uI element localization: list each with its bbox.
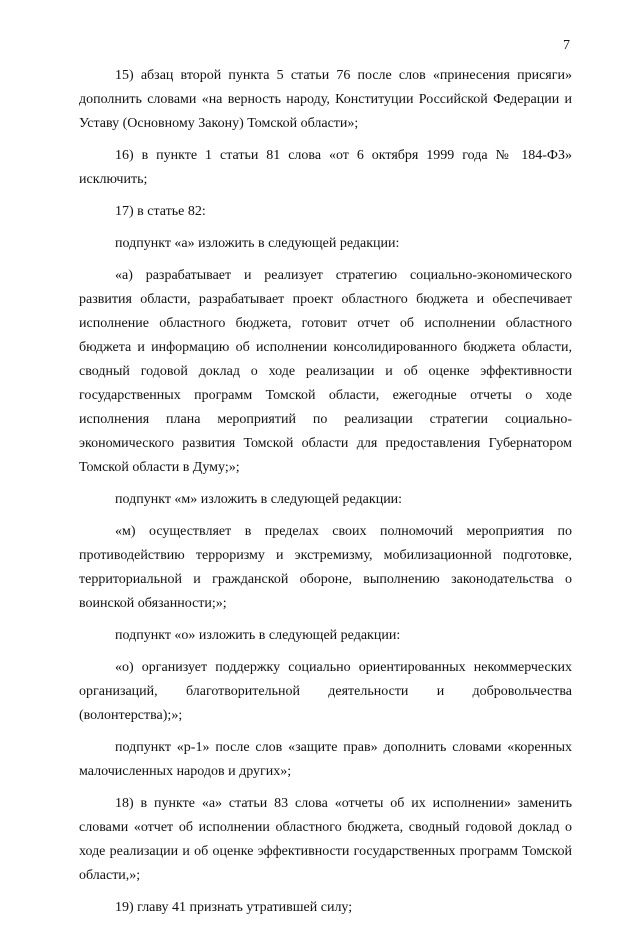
page-number: 7 <box>563 38 570 53</box>
document-body <box>79 64 572 928</box>
paragraph-item-16: 16) в пункте 1 статьи 81 слова «от 6 октября 1999 года № 184-ФЗ» исключить; <box>79 148 572 187</box>
paragraph-item-19: 19) главу 41 признать утратившей силу; <box>115 900 353 915</box>
paragraph-subpoint-m-intro: подпункт «м» изложить в следующей редакции: <box>115 492 403 507</box>
paragraph-item-15: 15) абзац второй пункта 5 статьи 76 после слов «принесения присяги» дополнить словами «на верность народу, Конституции Российской Федерации и Уставу (Основному Закону) Томской области»; <box>79 68 572 131</box>
paragraph-subpoint-o-text: «о) организует поддержку социально ориентированных некоммерческих организаций, благотворительной деятельности и добровольчества (волонтерства);»; <box>79 660 572 723</box>
paragraph-subpoint-a-text: «а) разрабатывает и реализует стратегию социально-экономического развития области, разрабатывает проект областного бюджета и обеспечивает исполнение областного бюджета, готовит отчет об исполнении областного бюджета и информацию об исполнении консолидированного бюджета области, сводный годовой доклад о ходе реализации и об оценке эффективности государственных программ Томской области, ежегодные отчеты о ходе исполнения плана мероприятий по реализации стратегии социально-экономического развития Томской области для предоставления Губернатором Томской области в Думу;»; <box>79 268 572 475</box>
paragraph-subpoint-m-text: «м) осуществляет в пределах своих полномочий мероприятия по противодействию терроризму и экстремизму, мобилизационной подготовке, территориальной и гражданской обороне, выполнению законодательства о воинской обязанности;»; <box>79 524 572 611</box>
paragraph-subpoint-a-intro: подпункт «а» изложить в следующей редакции: <box>115 236 400 251</box>
paragraph-subpoint-o-intro: подпункт «о» изложить в следующей редакции: <box>115 628 401 643</box>
paragraph-item-17: 17) в статье 82: <box>115 204 206 219</box>
paragraph-item-18: 18) в пункте «а» статьи 83 слова «отчеты об их исполнении» заменить словами «отчет об исполнении областного бюджета, сводный годовой доклад о ходе реализации и об оценке эффективности государственных программ Томской области,»; <box>79 796 572 883</box>
paragraph-subpoint-r1: подпункт «р-1» после слов «защите прав» дополнить словами «коренных малочисленных народов и других»; <box>79 740 572 779</box>
